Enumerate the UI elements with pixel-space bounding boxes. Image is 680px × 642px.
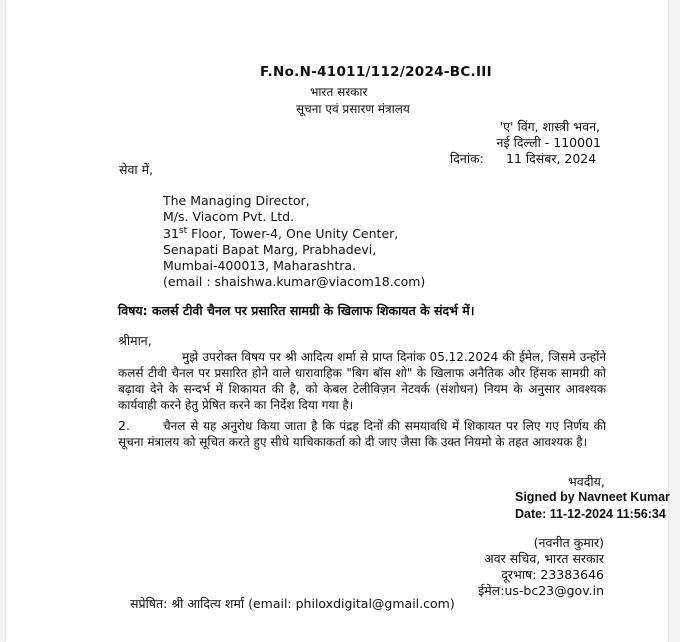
recipient-line1: The Managing Director, — [163, 193, 310, 208]
signatory-name: (नवनीत कुमार) — [533, 535, 604, 550]
paragraph-2-number: 2. — [118, 418, 130, 433]
signatory-email: ईमेल:us-bc23@gov.in — [478, 583, 604, 598]
recipient-line3: 31st Floor, Tower-4, One Unity Center, — [163, 225, 399, 241]
recipient-email: (email : shaishwa.kumar@viacom18.com) — [163, 274, 426, 289]
signatory-designation: अवर सचिव, भारत सरकार — [484, 551, 604, 566]
subject-line: विषय: कलर्स टीवी चैनल पर प्रसारित सामग्री के खिलाफ शिकायत के संदर्भ में। — [118, 303, 475, 318]
recipient-line4: Senapati Bapat Marg, Prabhadevi, — [163, 242, 377, 257]
copy-to: सप्रेषित: श्री आदित्य शर्मा (email: philoxdigital@gmail.com) — [130, 596, 455, 611]
ministry-name: सूचना एवं प्रसारण मंत्रालय — [296, 102, 410, 116]
letter-date: 11 दिसंबर, 2024 — [506, 151, 597, 166]
digital-signature-date: Date: 11-12-2024 11:56:34 — [515, 507, 666, 521]
file-number: F.No.N-41011/112/2024-BC.III — [260, 64, 492, 80]
signatory-phone: दूरभाष: 23383646 — [501, 567, 604, 582]
government-name: भारत सरकार — [310, 85, 368, 99]
office-address-line2: नई दिल्ली - 110001 — [496, 135, 601, 150]
office-address-line1: 'ए' विंग, शास्त्री भवन, — [499, 119, 600, 134]
paragraph-2: चैनल से यह अनुरोध किया जाता है कि पंद्रह दिनों की समयावधि में शिकायत पर लिए गए निर्णय की सूचना मंत्रालय को सूचित करते हुए सीधे याचिकाकर्ता को दी जाए जैसा कि उक्त नियमो के तहत आवश्यक है। — [118, 419, 606, 449]
recipient-line2: M/s. Viacom Pvt. Ltd. — [163, 209, 295, 224]
salutation: श्रीमान, — [118, 333, 152, 348]
date-label: दिनांक: — [450, 151, 484, 166]
recipient-line5: Mumbai-400013, Maharashtra. — [163, 258, 357, 273]
closing: भवदीय, — [568, 474, 605, 489]
digital-signature-name: Signed by Navneet Kumar — [515, 490, 670, 504]
letter-page — [6, 0, 668, 642]
paragraph-1: मुझे उपरोक्त विषय पर श्री आदित्य शर्मा से प्राप्त दिनांक 05.12.2024 की ईमेल, जिसमे उन्होंने कलर्स टीवी चैनल पर प्रसारित होने वाले धारावाहिक "बिग बॉस शो" के खिलाफ अनैतिक और हिंसक सामग्री को बढ़ावा देने के सन्दर्भ में शिकायत की है, को केबल टेलीविज़न नेटवर्क (संशोधन) नियम के अनुसार आवश्यक कार्यवाही करने हेतु प्रेषित करने का निर्देश दिया गया है। — [118, 350, 606, 412]
to-label: सेवा में, — [119, 162, 154, 177]
